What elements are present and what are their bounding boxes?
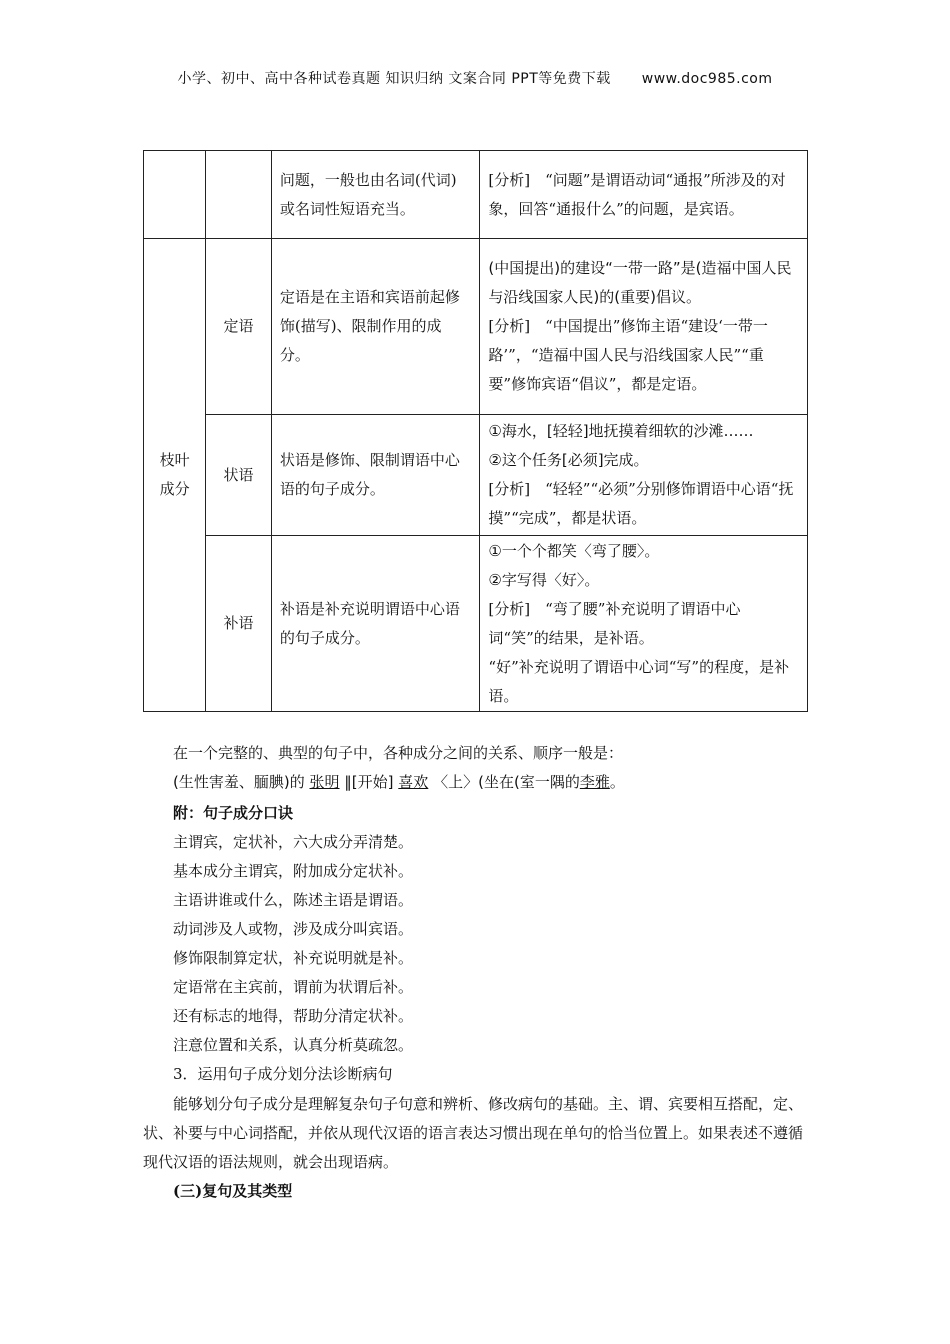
header-url[interactable]: www.doc985.com — [641, 71, 773, 87]
example-line: ①海水，[轻轻]地抚摸着细软的沙滩…… — [488, 422, 754, 440]
section3-paragraph: 能够划分句子成分是理解复杂句子句意和辨析、修改病句的基础。主、谓、宾要相互搭配，定、状、补要与中心词搭配，并依从现代汉语的语言表达习惯出现在单句的恰当位置上。如果表述不遵循现代汉语的语法规则，就会出现语病。 — [143, 1095, 804, 1171]
example-line: ①一个个都笑〈弯了腰〉。 — [488, 541, 660, 560]
table-cell — [144, 151, 206, 239]
definition-cell: 问题，一般也由名词(代词)或名词性短语充当。 — [271, 151, 480, 239]
example-cell — [480, 415, 808, 536]
component-name: 补语 — [206, 536, 272, 712]
appendix-title: 附：句子成分口诀 — [173, 804, 294, 822]
mnemonic-line: 动词涉及人或物，涉及成分叫宾语。 — [173, 920, 414, 938]
example-line: [分析] “轻轻”“必须”分别修饰谓语中心语“抚摸”“完成”，都是状语。 — [488, 480, 794, 527]
mnemonic-line: 主语讲谁或什么，陈述主语是谓语。 — [173, 891, 414, 909]
sentence-component-table — [143, 150, 808, 712]
mnemonic-line: 还有标志的地得，帮助分清定状补。 — [173, 1007, 414, 1025]
definition-cell: 定语是在主语和宾语前起修饰(描写)、限制作用的成分。 — [271, 239, 480, 415]
example-line: [分析] “中国提出”修饰主语“建设‘一带一路’”，“造福中国人民与沿线国家人民”“重要”修饰宾语“倡议”，都是定语。 — [488, 317, 768, 393]
mnemonic-line: 主谓宾，定状补，六大成分弄清楚。 — [173, 833, 414, 851]
object-word: 李雅 — [579, 773, 610, 791]
header-text: 小学、初中、高中各种试卷真题 知识归纳 文案合同 PPT等免费下载 — [177, 71, 611, 87]
component-name: 定语 — [206, 239, 272, 415]
example-cell — [480, 151, 808, 239]
mnemonic-line: 修饰限制算定状，补充说明就是补。 — [173, 949, 414, 967]
example-line: [分析] “弯了腰”补充说明了谓语中心词“笑”的结果，是补语。 — [488, 599, 741, 647]
group-label: 枝叶成分 — [159, 451, 190, 498]
example-line: “好”补充说明了谓语中心词“写”的程度，是补语。 — [488, 657, 790, 705]
intro-text: 在一个完整的、典型的句子中，各种成分之间的关系、顺序一般是： — [173, 744, 624, 762]
page-header — [0, 68, 950, 88]
example-sentence: (生性害羞、腼腆)的 张明 ‖[开始] 喜欢 〈上〉(坐在(室一隅的李雅。 — [173, 773, 625, 791]
mnemonic-line: 注意位置和关系，认真分析莫疏忽。 — [173, 1036, 414, 1054]
example-line: [分析] “问题”是谓语动词“通报”所涉及的对象，回答“通报什么”的问题，是宾语。 — [488, 170, 786, 218]
component-name: 状语 — [206, 415, 272, 536]
example-cell — [480, 239, 808, 415]
table-row — [144, 151, 808, 239]
example-line: (中国提出)的建设“一带一路”是(造福中国人民与沿线国家人民)的(重要)倡议。 — [488, 259, 792, 306]
example-line: ②这个任务[必须]完成。 — [488, 451, 649, 469]
table-row — [144, 239, 808, 415]
table-row — [144, 415, 808, 536]
mnemonic-line: 基本成分主谓宾，附加成分定状补。 — [173, 862, 414, 880]
table-cell — [206, 151, 272, 239]
definition-cell: 补语是补充说明谓语中心语的句子成分。 — [271, 536, 480, 712]
example-cell — [480, 536, 808, 712]
mnemonic-line: 定语常在主宾前，谓前为状谓后补。 — [173, 978, 414, 996]
definition-cell: 状语是修饰、限制谓语中心语的句子成分。 — [271, 415, 480, 536]
subject-word: 张明 — [309, 773, 340, 791]
verb-word: 喜欢 — [398, 773, 429, 791]
table-row — [144, 536, 808, 712]
section-heading: (三)复句及其类型 — [173, 1182, 293, 1200]
example-line: ②字写得〈好〉。 — [488, 570, 600, 589]
group-label-cell — [144, 239, 206, 712]
section3-title: 3．运用句子成分划分法诊断病句 — [173, 1065, 393, 1083]
